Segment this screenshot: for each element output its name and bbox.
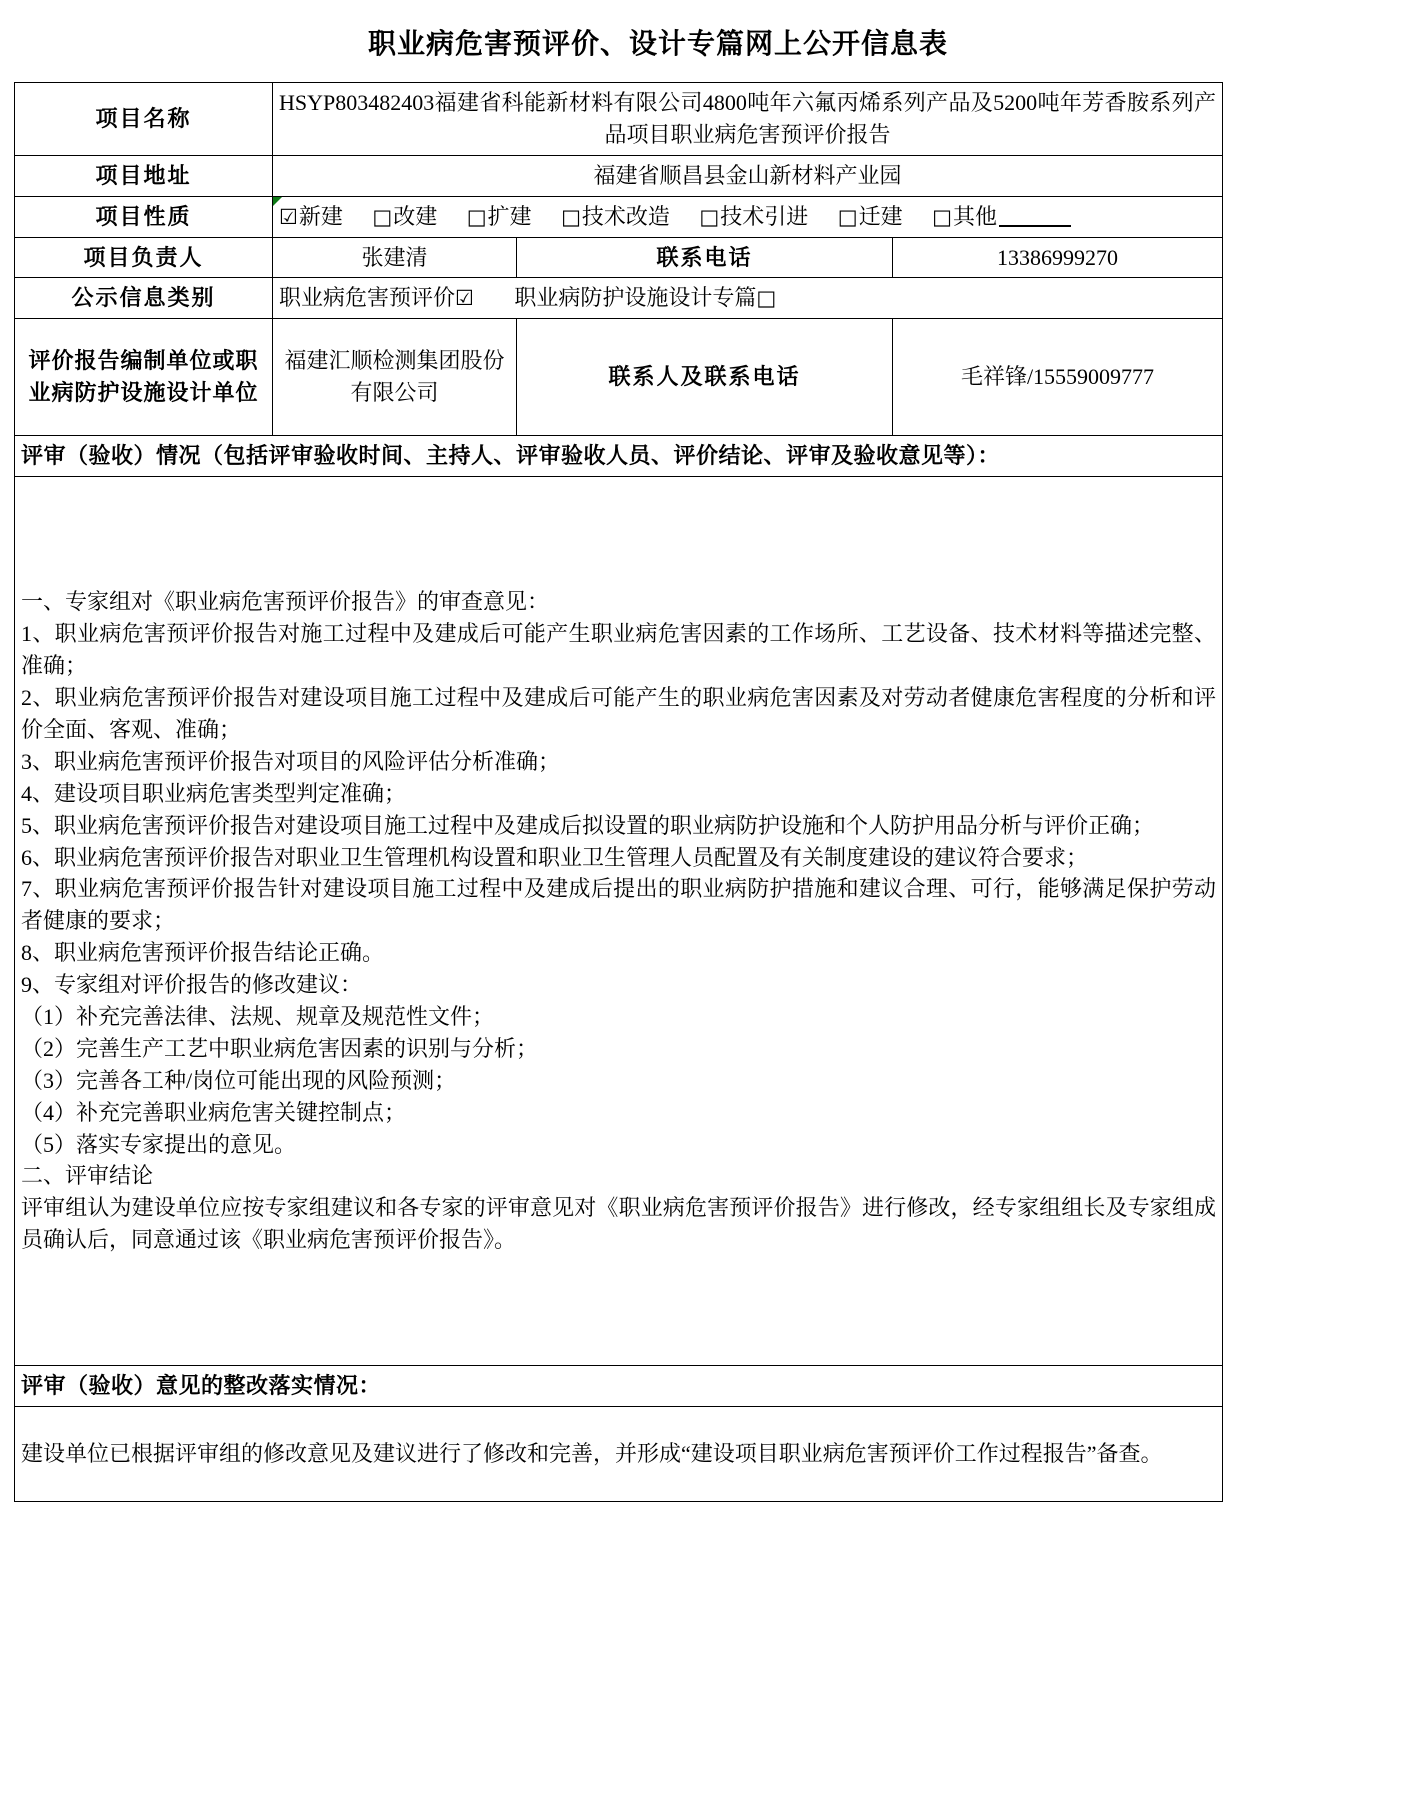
label-project-name: 项目名称 bbox=[15, 83, 273, 156]
page-title: 职业病危害预评价、设计专篇网上公开信息表 bbox=[367, 29, 948, 60]
checkbox-option-tech-renovation[interactable] bbox=[561, 201, 670, 233]
review-paragraph: 二、评审结论 bbox=[21, 1163, 154, 1189]
review-paragraph: （2）完善生产工艺中职业病危害因素的识别与分析； bbox=[21, 1035, 539, 1061]
checkbox-label-other: 其他 bbox=[952, 203, 997, 229]
checkbox-empty-icon[interactable]: □ bbox=[466, 204, 487, 229]
label-unit-contact: 联系人及联系电话 bbox=[517, 319, 893, 436]
value-contact-phone: 13386999270 bbox=[893, 237, 1223, 278]
table-row-rectification-body bbox=[15, 1407, 1223, 1502]
checkbox-option-tech-import[interactable] bbox=[699, 201, 808, 233]
table-row-project-leader bbox=[15, 237, 1223, 278]
review-paragraph: （3）完善各工种/岗位可能出现的风险预测； bbox=[21, 1067, 457, 1093]
review-paragraph: 3、职业病危害预评价报告对项目的风险评估分析准确； bbox=[21, 748, 561, 774]
checkbox-empty-icon[interactable]: □ bbox=[561, 204, 581, 229]
checkbox-option-rebuild[interactable] bbox=[372, 201, 437, 233]
value-evaluation-unit: 福建汇顺检测集团股份有限公司 bbox=[273, 319, 517, 436]
value-project-name: HSYP803482403福建省科能新材料有限公司4800吨年六氟丙烯系列产品及5200吨年芳香胺系列产品项目职业病危害预评价报告 bbox=[273, 83, 1223, 156]
checkbox-label-new-build: 新建 bbox=[298, 203, 343, 229]
checkbox-label-relocation: 迁建 bbox=[858, 203, 903, 229]
checkbox-empty-icon[interactable]: □ bbox=[372, 204, 393, 229]
table-row-project-nature bbox=[15, 196, 1223, 237]
review-section-body bbox=[15, 477, 1223, 1366]
review-paragraph: 7、职业病危害预评价报告针对建设项目施工过程中及建成后提出的职业病防护措施和建议合理、可行，能够满足保护劳动者健康的要求； bbox=[21, 876, 1217, 934]
checkbox-empty-icon[interactable]: □ bbox=[932, 204, 952, 229]
review-paragraph: 8、职业病危害预评价报告结论正确。 bbox=[21, 940, 385, 966]
checkbox-label-tech-renovation: 技术改造 bbox=[581, 203, 670, 229]
other-fill-in-line[interactable] bbox=[999, 225, 1071, 227]
checkbox-checked-icon[interactable]: ☑ bbox=[455, 286, 474, 311]
review-paragraph: 评审组认为建设单位应按专家组建议和各专家的评审意见对《职业病危害预评价报告》进行修改，经专家组组长及专家组成员确认后，同意通过该《职业病危害预评价报告》。 bbox=[21, 1195, 1217, 1253]
value-unit-contact: 毛祥锋/15559009777 bbox=[893, 319, 1223, 436]
table-row-evaluation-unit bbox=[15, 319, 1223, 436]
label-disclosure-category: 公示信息类别 bbox=[15, 278, 273, 319]
review-section-header: 评审（验收）情况（包括评审验收时间、主持人、评审验收人员、评价结论、评审及验收意见等）： bbox=[15, 436, 1223, 477]
table-row-project-name bbox=[15, 83, 1223, 156]
checkbox-option-expansion[interactable] bbox=[467, 201, 532, 233]
review-paragraph: 一、专家组对《职业病危害预评价报告》的审查意见： bbox=[21, 589, 550, 615]
checkbox-label-rebuild: 改建 bbox=[393, 203, 438, 229]
checkbox-empty-icon[interactable]: □ bbox=[756, 286, 777, 311]
rectification-section-header: 评审（验收）意见的整改落实情况： bbox=[15, 1366, 1223, 1407]
checkbox-empty-icon[interactable]: □ bbox=[699, 204, 720, 229]
checkbox-option-pre-evaluation[interactable] bbox=[279, 282, 475, 314]
checkbox-option-protection-design[interactable] bbox=[514, 282, 777, 314]
review-paragraph: （5）落实专家提出的意见。 bbox=[21, 1131, 297, 1157]
table-row-review-body bbox=[15, 477, 1223, 1366]
review-paragraph: （1）补充完善法律、法规、规章及规范性文件； bbox=[21, 1003, 495, 1029]
checkbox-empty-icon[interactable]: □ bbox=[837, 204, 858, 229]
label-evaluation-unit: 评价报告编制单位或职业病防护设施设计单位 bbox=[15, 319, 273, 436]
label-project-address: 项目地址 bbox=[15, 155, 273, 196]
review-paragraph-list bbox=[21, 586, 1216, 1256]
review-paragraph: 6、职业病危害预评价报告对职业卫生管理机构设置和职业卫生管理人员配置及有关制度建设的建议符合要求； bbox=[21, 844, 1089, 870]
rectification-section-body: 建设单位已根据评审组的修改意见及建议进行了修改和完善，并形成“建设项目职业病危害预评价工作过程报告”备查。 bbox=[15, 1407, 1223, 1502]
review-paragraph: （4）补充完善职业病危害关键控制点； bbox=[21, 1099, 407, 1125]
disclosure-category-options bbox=[273, 278, 1223, 319]
label-contact-phone: 联系电话 bbox=[517, 237, 893, 278]
checkbox-option-relocation[interactable] bbox=[838, 201, 903, 233]
checkbox-checked-icon[interactable]: ☑ bbox=[279, 204, 298, 229]
review-paragraph: 4、建设项目职业病危害类型判定准确； bbox=[21, 780, 407, 806]
value-project-leader: 张建清 bbox=[273, 237, 517, 278]
review-paragraph: 9、专家组对评价报告的修改建议： bbox=[21, 972, 363, 998]
checkbox-label-protection-design: 职业病防护设施设计专篇 bbox=[514, 285, 757, 311]
table-row-disclosure-category bbox=[15, 278, 1223, 319]
project-nature-options bbox=[273, 196, 1223, 237]
checkbox-label-pre-evaluation: 职业病危害预评价 bbox=[279, 285, 456, 311]
checkbox-label-tech-import: 技术引进 bbox=[720, 203, 809, 229]
cell-corner-marker bbox=[273, 197, 282, 206]
disclosure-form-table bbox=[14, 82, 1223, 1502]
review-paragraph: 5、职业病危害预评价报告对建设项目施工过程中及建成后拟设置的职业病防护设施和个人防护用品分析与评价正确； bbox=[21, 812, 1155, 838]
label-project-nature: 项目性质 bbox=[15, 196, 273, 237]
table-row-rectification-header bbox=[15, 1366, 1223, 1407]
value-project-address: 福建省顺昌县金山新材料产业园 bbox=[273, 155, 1223, 196]
review-paragraph: 1、职业病危害预评价报告对施工过程中及建成后可能产生职业病危害因素的工作场所、工艺设备、技术材料等描述完整、准确； bbox=[21, 621, 1217, 679]
checkbox-option-other[interactable] bbox=[932, 201, 1071, 233]
table-row-review-header bbox=[15, 436, 1223, 477]
label-project-leader: 项目负责人 bbox=[15, 237, 273, 278]
checkbox-option-new-build[interactable] bbox=[279, 201, 343, 233]
checkbox-label-expansion: 扩建 bbox=[487, 203, 532, 229]
table-row-project-address bbox=[15, 155, 1223, 196]
review-paragraph: 2、职业病危害预评价报告对建设项目施工过程中及建成后可能产生的职业病危害因素及对劳动者健康危害程度的分析和评价全面、客观、准确； bbox=[21, 685, 1217, 742]
